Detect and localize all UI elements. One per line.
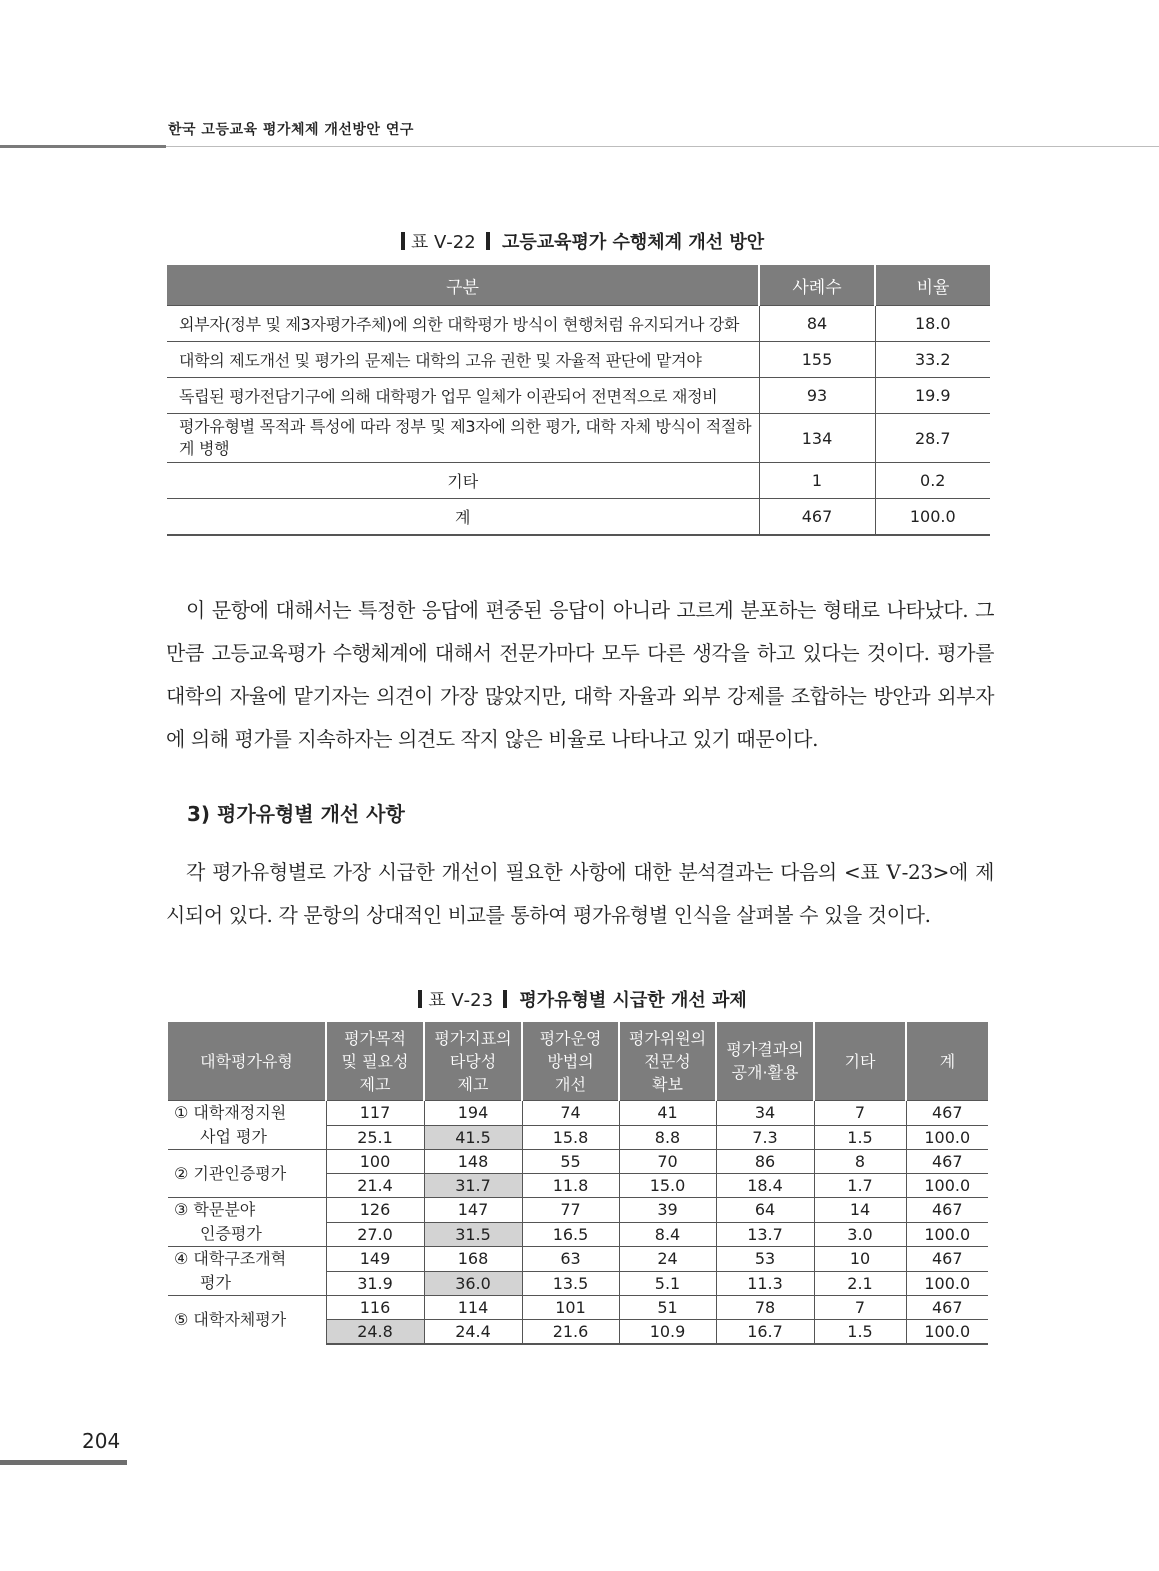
header-disclosure: 평가결과의 공개·활용 <box>716 1022 814 1101</box>
table22-header-count: 사례수 <box>759 265 875 306</box>
table-row <box>168 1296 988 1320</box>
count-cell: 70 <box>619 1150 716 1174</box>
percent-cell: 5.1 <box>619 1271 716 1296</box>
caption-bar-left <box>418 990 422 1008</box>
row-label: 외부자(정부 및 제3자평가주체)에 의한 대학평가 방식이 현행처럼 유지되거나 강화 <box>167 306 759 342</box>
row-count: 467 <box>759 499 875 536</box>
count-cell: 39 <box>619 1198 716 1223</box>
percent-cell-highlight: 36.0 <box>424 1271 522 1296</box>
table23-caption-title: 평가유형별 시급한 개선 과제 <box>519 990 747 1011</box>
count-cell: 126 <box>326 1198 424 1223</box>
row-count: 1 <box>759 463 875 499</box>
percent-cell: 16.5 <box>522 1222 619 1247</box>
count-cell: 8 <box>814 1150 906 1174</box>
count-cell: 24 <box>619 1247 716 1272</box>
table22-caption-title: 고등교육평가 수행체계 개선 방안 <box>501 232 765 253</box>
row-count: 93 <box>759 378 875 414</box>
count-cell: 467 <box>906 1150 988 1174</box>
table22-header-row <box>167 265 990 306</box>
percent-cell: 21.6 <box>522 1320 619 1345</box>
group-label: ① 대학재정지원 사업 평가 <box>168 1101 326 1150</box>
percent-cell: 11.3 <box>716 1271 814 1296</box>
table-row <box>167 414 990 463</box>
group-label: ③ 학문분야 인증평가 <box>168 1198 326 1247</box>
percent-cell: 1.5 <box>814 1125 906 1150</box>
row-label: 계 <box>167 499 759 536</box>
count-cell: 467 <box>906 1296 988 1320</box>
percent-cell-highlight: 24.8 <box>326 1320 424 1345</box>
table-row <box>168 1150 988 1174</box>
caption-bar-right <box>503 990 507 1008</box>
row-ratio: 33.2 <box>875 342 990 378</box>
table23-header-row <box>168 1022 988 1101</box>
count-cell: 467 <box>906 1247 988 1272</box>
percent-cell: 31.9 <box>326 1271 424 1296</box>
row-ratio: 18.0 <box>875 306 990 342</box>
header-rule-dark <box>0 145 166 148</box>
percent-cell: 1.7 <box>814 1174 906 1198</box>
percent-cell: 1.5 <box>814 1320 906 1345</box>
table22-header-category: 구분 <box>167 265 759 306</box>
caption-bar-left <box>401 232 405 250</box>
percent-cell: 100.0 <box>906 1320 988 1345</box>
table22 <box>167 265 990 536</box>
count-cell: 168 <box>424 1247 522 1272</box>
group-label: ④ 대학구조개혁 평가 <box>168 1247 326 1296</box>
count-cell: 117 <box>326 1101 424 1126</box>
count-cell: 86 <box>716 1150 814 1174</box>
table-row <box>167 306 990 342</box>
table23-caption <box>0 986 1159 1012</box>
row-label: 독립된 평가전담기구에 의해 대학평가 업무 일체가 이관되어 전면적으로 재정비 <box>167 378 759 414</box>
paragraph-text: 각 평가유형별로 가장 시급한 개선이 필요한 사항에 대한 분석결과는 다음의 <표 Ⅴ-23>에 제시되어 있다. 각 문항의 상대적인 비교를 통하여 평가유형별 인식을 살펴볼 수 있을 것이다. <box>166 860 994 927</box>
table-row <box>167 378 990 414</box>
row-label: 대학의 제도개선 및 평가의 문제는 대학의 고유 권한 및 자율적 판단에 맡겨야 <box>167 342 759 378</box>
percent-cell: 25.1 <box>326 1125 424 1150</box>
caption-bar-right <box>486 232 490 250</box>
count-cell: 467 <box>906 1198 988 1223</box>
percent-cell: 100.0 <box>906 1125 988 1150</box>
body-paragraph-2 <box>166 851 994 937</box>
row-ratio: 0.2 <box>875 463 990 499</box>
count-cell: 34 <box>716 1101 814 1126</box>
count-cell: 100 <box>326 1150 424 1174</box>
row-ratio: 100.0 <box>875 499 990 536</box>
count-cell: 194 <box>424 1101 522 1126</box>
count-cell: 149 <box>326 1247 424 1272</box>
count-cell: 64 <box>716 1198 814 1223</box>
row-count: 155 <box>759 342 875 378</box>
footer-rule <box>0 1460 127 1465</box>
count-cell: 148 <box>424 1150 522 1174</box>
count-cell: 51 <box>619 1296 716 1320</box>
header-expertise: 평가위원의 전문성 확보 <box>619 1022 716 1101</box>
percent-cell: 21.4 <box>326 1174 424 1198</box>
percent-cell: 8.8 <box>619 1125 716 1150</box>
percent-cell: 8.4 <box>619 1222 716 1247</box>
table-row-total <box>167 499 990 536</box>
table-row <box>167 463 990 499</box>
percent-cell: 2.1 <box>814 1271 906 1296</box>
table-row <box>168 1247 988 1272</box>
paragraph-text: 이 문항에 대해서는 특정한 응답에 편중된 응답이 아니라 고르게 분포하는 형태로 나타났다. 그만큼 고등교육평가 수행체계에 대해서 전문가마다 모두 다른 생각을 하고 있다는 것이다. 평가를 대학의 자율에 맡기자는 의견이 가장 많았지만, 대학 자율과 외부 강제를 조합하는 방안과 외부자에 의해 평가를 지속하자는 의견도 작지 않은 비율로 나타나고 있기 때문이다. <box>166 598 994 751</box>
page-number: 204 <box>82 1429 121 1453</box>
count-cell: 74 <box>522 1101 619 1126</box>
count-cell: 63 <box>522 1247 619 1272</box>
table22-caption-number: 표 Ⅴ-22 <box>410 232 476 253</box>
section-subheading: 3) 평가유형별 개선 사항 <box>187 802 405 826</box>
header-total: 계 <box>906 1022 988 1101</box>
header-other: 기타 <box>814 1022 906 1101</box>
header-rule-light <box>166 146 1159 147</box>
table-row <box>167 342 990 378</box>
count-cell: 41 <box>619 1101 716 1126</box>
group-label: ② 기관인증평가 <box>168 1150 326 1198</box>
count-cell: 114 <box>424 1296 522 1320</box>
row-count: 134 <box>759 414 875 463</box>
percent-cell: 13.7 <box>716 1222 814 1247</box>
percent-cell: 10.9 <box>619 1320 716 1345</box>
row-ratio: 28.7 <box>875 414 990 463</box>
count-cell: 467 <box>906 1101 988 1126</box>
count-cell: 7 <box>814 1101 906 1126</box>
running-head: 한국 고등교육 평가체제 개선방안 연구 <box>168 122 414 138</box>
percent-cell-highlight: 41.5 <box>424 1125 522 1150</box>
header-purpose: 평가목적 및 필요성 제고 <box>326 1022 424 1101</box>
percent-cell: 100.0 <box>906 1271 988 1296</box>
header-type: 대학평가유형 <box>168 1022 326 1101</box>
table22-caption <box>0 228 1159 254</box>
count-cell: 55 <box>522 1150 619 1174</box>
header-operation: 평가운영 방법의 개선 <box>522 1022 619 1101</box>
group-label: ⑤ 대학자체평가 <box>168 1296 326 1345</box>
count-cell: 77 <box>522 1198 619 1223</box>
count-cell: 78 <box>716 1296 814 1320</box>
table-row <box>168 1101 988 1126</box>
table23 <box>168 1022 988 1345</box>
percent-cell: 18.4 <box>716 1174 814 1198</box>
row-ratio: 19.9 <box>875 378 990 414</box>
percent-cell: 3.0 <box>814 1222 906 1247</box>
row-label: 평가유형별 목적과 특성에 따라 정부 및 제3자에 의한 평가, 대학 자체 방식이 적절하게 병행 <box>167 414 759 463</box>
percent-cell: 15.0 <box>619 1174 716 1198</box>
count-cell: 101 <box>522 1296 619 1320</box>
count-cell: 10 <box>814 1247 906 1272</box>
percent-cell-highlight: 31.7 <box>424 1174 522 1198</box>
count-cell: 147 <box>424 1198 522 1223</box>
row-count: 84 <box>759 306 875 342</box>
percent-cell: 16.7 <box>716 1320 814 1345</box>
count-cell: 14 <box>814 1198 906 1223</box>
count-cell: 116 <box>326 1296 424 1320</box>
percent-cell: 15.8 <box>522 1125 619 1150</box>
body-paragraph-1 <box>166 589 994 761</box>
percent-cell: 11.8 <box>522 1174 619 1198</box>
percent-cell-highlight: 31.5 <box>424 1222 522 1247</box>
row-label: 기타 <box>167 463 759 499</box>
count-cell: 53 <box>716 1247 814 1272</box>
table-row <box>168 1198 988 1223</box>
percent-cell: 13.5 <box>522 1271 619 1296</box>
header-indicator: 평가지표의 타당성 제고 <box>424 1022 522 1101</box>
table23-caption-number: 표 Ⅴ-23 <box>428 990 494 1011</box>
table22-header-ratio: 비율 <box>875 265 990 306</box>
percent-cell: 100.0 <box>906 1222 988 1247</box>
percent-cell: 27.0 <box>326 1222 424 1247</box>
percent-cell: 7.3 <box>716 1125 814 1150</box>
percent-cell: 24.4 <box>424 1320 522 1345</box>
percent-cell: 100.0 <box>906 1174 988 1198</box>
count-cell: 7 <box>814 1296 906 1320</box>
